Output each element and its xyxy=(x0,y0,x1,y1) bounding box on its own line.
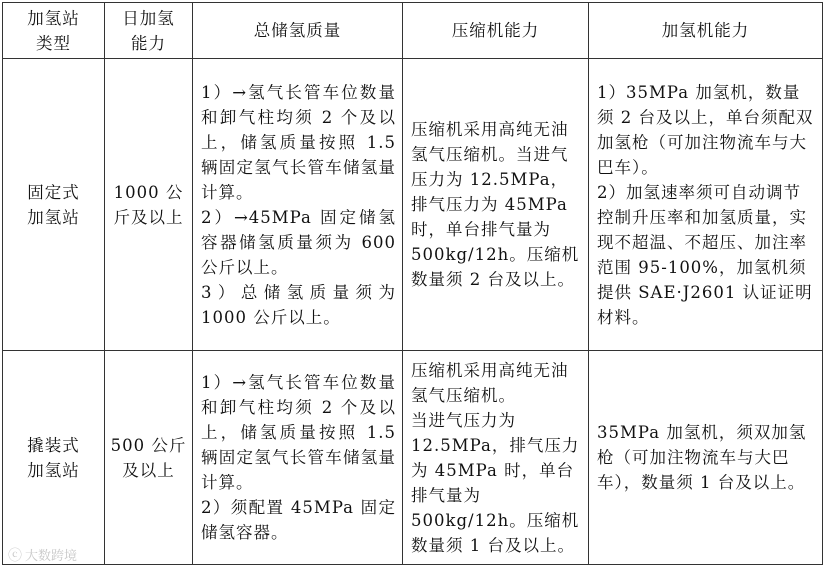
station-type-cell: 固定式 加氢站 xyxy=(3,59,105,351)
watermark-logo-icon: ⓒ xyxy=(8,548,22,564)
station-type-cell: 撬装式 加氢站 xyxy=(3,351,105,565)
compressor-text: 压缩机采用高纯无油氢气压缩机。 xyxy=(411,360,569,405)
header-station-type: 加氢站 类型 xyxy=(3,3,105,59)
table-row xyxy=(3,59,823,351)
dispenser-cell xyxy=(589,59,823,351)
watermark xyxy=(8,545,77,565)
dispenser-cell xyxy=(589,351,823,565)
capacity-cell: 1000 公 斤及以上 xyxy=(105,59,193,351)
header-compressor: 压缩机能力 xyxy=(403,3,589,59)
capacity-cell: 500 公斤 及以上 xyxy=(105,351,193,565)
compressor-text: 压缩机采用高纯无油氢气压缩机。当进气压力为 12.5MPa，排气压力为 45MPa 时，单台排气量为 500kg/12h。压缩机数量须 2 台及以上。 xyxy=(411,120,580,289)
hydrogen-station-requirements-table xyxy=(2,2,823,565)
compressor-text: 当进气压力为 12.5MPa，排气压力为 45MPa 时，单台排气量为 500kg/12h。压缩机数量须 1 台及以上。 xyxy=(411,410,580,555)
storage-item: 1）→氢气长管车位数量和卸气柱均须 2 个及以上，储氢质量按照 1.5 辆固定氢气长管车储氢量计算。 xyxy=(201,82,396,202)
watermark-text: 大数跨境 xyxy=(25,549,78,564)
storage-item: 1）→氢气长管车位数量和卸气柱均须 2 个及以上，储氢质量按照 1.5 辆固定氢气长管车储氢量计算。 xyxy=(201,373,396,492)
storage-item: 2）须配置 45MPa 固定储氢容器。 xyxy=(201,498,396,542)
header-daily-capacity: 日加氢 能力 xyxy=(105,3,193,59)
table-header-row xyxy=(3,3,823,59)
storage-cell xyxy=(193,351,403,565)
table-row xyxy=(3,351,823,565)
compressor-cell xyxy=(403,59,589,351)
dispenser-item: 2）加氢速率须可自动调节控制升压率和加氢质量，实现不超温、不超压、加注率范围 95-100%，加氢机须提供 SAE·J2601 认证证明材料。 xyxy=(597,182,813,327)
storage-cell xyxy=(193,59,403,351)
dispenser-item: 1）35MPa 加氢机，数量须 2 台及以上，单台须配双加氢枪（可加注物流车与大巴车）。 xyxy=(597,82,814,177)
header-total-storage: 总储氢质量 xyxy=(193,3,403,59)
storage-item: 2）→45MPa 固定储氢容器储氢质量须为 600 公斤以上。 xyxy=(201,207,396,277)
dispenser-item: 35MPa 加氢机，须双加氢枪（可加注物流车与大巴车），数量须 1 台及以上。 xyxy=(597,423,807,492)
storage-item: 3）总储氢质量须为 1000 公斤以上。 xyxy=(201,282,396,327)
header-dispenser: 加氢机能力 xyxy=(589,3,823,59)
compressor-cell xyxy=(403,351,589,565)
